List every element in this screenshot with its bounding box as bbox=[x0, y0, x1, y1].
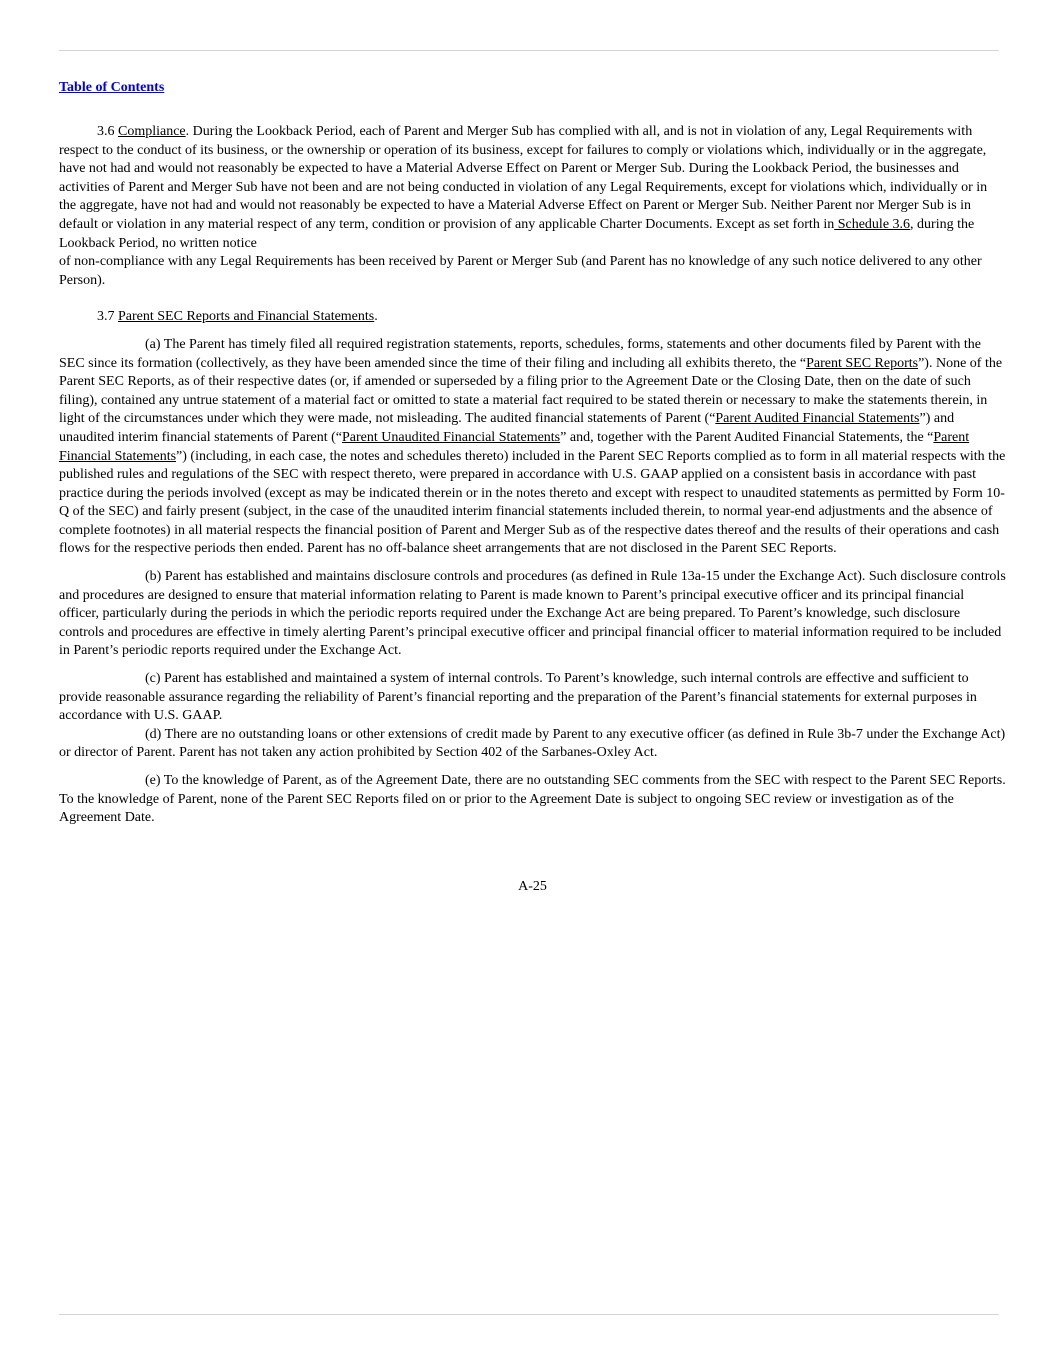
paragraph-c: (c) Parent has established and maintained a system of internal controls. To Parent’s knowledge, such internal controls are effective and sufficient to provide reasonable assurance regarding the reliability of Parent’s financial reporting and the preparation of the Parent’s financial statements for external purposes in accordance with U.S. GAAP. bbox=[59, 671, 977, 724]
defined-term: Parent Financial Statements bbox=[59, 429, 970, 464]
page-number: A-25 bbox=[518, 879, 547, 894]
paragraph-a bbox=[59, 336, 1007, 559]
section-number: 3.6 bbox=[97, 124, 118, 139]
defined-term: Parent Audited Financial Statements bbox=[715, 411, 920, 427]
bottom-divider bbox=[59, 1314, 999, 1315]
paragraph-text: ” and, together with the Parent Audited Financial Statements, the “ bbox=[560, 429, 934, 445]
defined-term: Parent SEC Reports bbox=[806, 355, 919, 371]
section-text: , during the Lookback Period, no written notice bbox=[59, 216, 975, 251]
section-number: 3.7 bbox=[97, 309, 118, 325]
paragraph-e: (e) To the knowledge of Parent, as of the Agreement Date, there are no outstanding SEC comments from the SEC with respect to the Parent SEC Reports. To the knowledge of Parent, none of the Parent SEC Reports filed on or prior to the Agreement Date is subject to ongoing SEC review or investigation as of the Agreement Date. bbox=[59, 773, 1006, 826]
paragraph-text: ”) (including, in each case, the notes and schedules thereto) included in the Parent SEC Reports complied as to form in all material respects with the published rules and regulations of the SEC with respect thereto, were prepared in accordance with U.S. GAAP applied on a consistent basis in accordance with past practice during the periods involved (except as may be indicated therein or in the notes thereto and except with respect to unaudited statements as permitted by Form 10-Q of the SEC) and fairly present (subject, in the case of the unaudited interim financial statements included therein, to normal year-end adjustments and the absence of complete footnotes) in all material respects the financial position of Parent and Merger Sub as of the respective dates thereof and the results of their operations and cash flows for the respective periods then ended. Parent has no off-balance sheet arrangements that are not disclosed in the Parent SEC Reports. bbox=[59, 448, 1006, 557]
paragraph-text: ”) and unaudited interim financial statements of Parent (“ bbox=[59, 411, 955, 445]
section-text: . During the Lookback Period, each of Parent and Merger Sub has complied with all, and is not in violation of any, Legal Requirements with respect to the conduct of its business, or the ownership or operation of its business, except for failures to comply or violations which, individually or in the aggregate, have not had and would not reasonably be expected to have a Material Adverse Effect on Parent or Merger Sub. During the Lookback Period, the businesses and activities of Parent and Merger Sub have not been and are not being conducted in violation of any Legal Requirements, except for violations which, individually or in the aggregate, have not had and would not reasonably be expected to have a Material Adverse Effect on Parent or Merger Sub. Neither Parent nor Merger Sub is in default or violation in any material respect of any term, condition or provision of any applicable Charter Documents. Except as set forth in bbox=[59, 124, 988, 232]
paragraph-b: (b) Parent has established and maintains disclosure controls and procedures (as defined in Rule 13a-15 under the Exchange Act). Such disclosure controls and procedures are designed to ensure that material information relating to Parent is made known to Parent’s principal executive officer and its principal financial officer, particularly during the periods in which the periodic reports required under the Exchange Act are being prepared. To Parent’s knowledge, such disclosure controls and procedures are effective in timely alerting Parent’s principal executive officer and principal financial officer to material information required to be included in Parent’s periodic reports required under the Exchange Act. bbox=[59, 569, 1006, 659]
paragraph-text: (a) The Parent has timely filed all required registration statements, reports, schedules, forms, statements and other documents filed by Parent with the SEC since its formation (collectively, as they have been amended since the time of their filing and including all exhibits thereto, the “ bbox=[59, 336, 982, 371]
table-of-contents-link[interactable]: Table of Contents bbox=[59, 80, 165, 95]
section-title: Compliance bbox=[118, 124, 186, 139]
paragraph-d: (d) There are no outstanding loans or other extensions of credit made by Parent to any executive officer (as defined in Rule 3b-7 under the Exchange Act) or director of Parent. Parent has not taken any action prohibited by Section 402 of the Sarbanes-Oxley Act. bbox=[59, 726, 1006, 761]
schedule-reference: Schedule 3.6 bbox=[834, 216, 911, 232]
top-divider bbox=[59, 50, 999, 51]
section-3-6 bbox=[59, 123, 1007, 290]
defined-term: Parent Unaudited Financial Statements bbox=[342, 429, 561, 445]
paragraph-text: ”). None of the Parent SEC Reports, as of their respective dates (or, if amended or superseded by a filing prior to the Agreement Date or the Closing Date, then on the date of such filing), contained any untrue statement of a material fact or omitted to state a material fact required to be stated therein or necessary to make the statements therein, in light of the circumstances under which they were made, not misleading. The audited financial statements of Parent (“ bbox=[59, 355, 1003, 427]
section-text: . bbox=[374, 309, 378, 325]
section-title: Parent SEC Reports and Financial Statements bbox=[118, 309, 375, 325]
section-text: of non-compliance with any Legal Requirements has been received by Parent or Merger Sub (and Parent has no knowledge of any such notice delivered to any other Person). bbox=[59, 254, 982, 288]
document-body bbox=[59, 123, 1007, 828]
section-3-7-heading bbox=[59, 308, 1007, 327]
